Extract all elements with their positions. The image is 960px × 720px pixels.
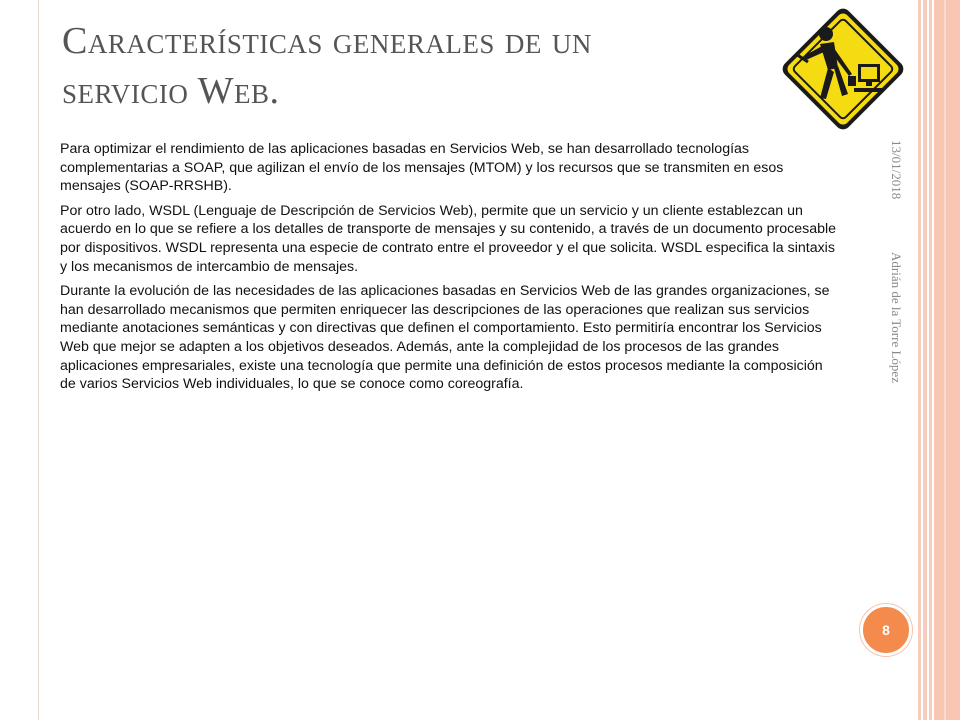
- slide-title: [62, 16, 762, 116]
- slide-date: 13/01/2018: [889, 140, 904, 200]
- decorative-stripe: [923, 0, 927, 720]
- paragraph: Por otro lado, WSDL (Lenguaje de Descripción de Servicios Web), permite que un servicio y un cliente establezcan un acuerdo en lo que se refiere a los detalles de transporte de mensajes y su contenido, a través de un documento procesable por dispositivos. WSDL representa una especie de contrato entre el proveedor y el que solicita. WSDL especifica la sintaxis y los mecanismos de intercambio de mensajes.: [60, 202, 837, 275]
- paragraph: Durante la evolución de las necesidades de las aplicaciones basadas en Servicios Web de las grandes organizaciones, se han desarrollado mecanismos que permiten enriquecer las descripciones de las operaciones que realizan sus servicios mediante anotaciones semánticas y con directivas que definen el comportamiento. Esto permitiría encontrar los Servicios Web que mejor se adapten a los objetivos deseados. Además, ante la complejidad de los procesos de las grandes aplicaciones empresariales, existe una tecnología que permite una definición de estos procesos mediante la composición de varios Servicios Web individuales, lo que se conoce como coreografía.: [60, 283, 830, 393]
- slide-author: Adrián de la Torre López: [889, 252, 904, 383]
- slide-title-line1: Características generales de un: [62, 20, 592, 62]
- slide-body: [60, 140, 840, 400]
- decorative-stripe: [944, 0, 946, 720]
- under-construction-sign-icon: [776, 2, 910, 136]
- decorative-stripe: [934, 0, 960, 720]
- page-number-badge: 8: [860, 604, 912, 656]
- paragraph: Para optimizar el rendimiento de las aplicaciones basadas en Servicios Web, se han desarrollado tecnologías complementarias a SOAP, que agilizan el envío de los mensajes (MTOM) y los recursos que se transmiten en esos mensajes (SOAP-RRSHB).: [60, 141, 784, 195]
- decorative-stripe: [918, 0, 921, 720]
- slide-title-line2: servicio Web.: [62, 70, 280, 112]
- decorative-stripe: [929, 0, 932, 720]
- left-rule: [38, 0, 39, 720]
